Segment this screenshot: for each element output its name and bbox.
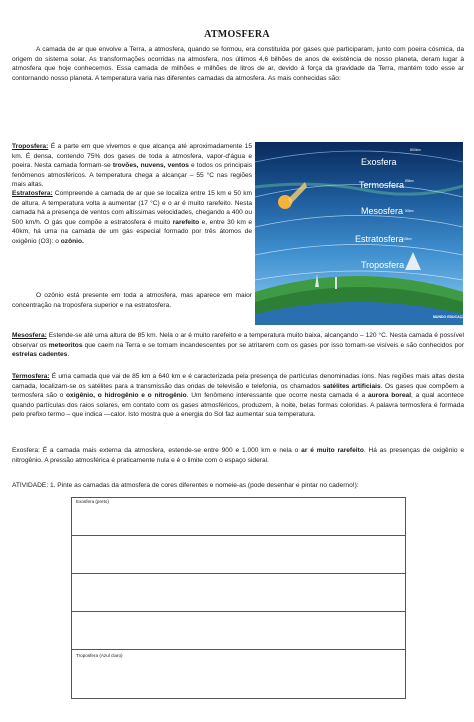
answer-grid	[71, 497, 406, 699]
exosfera-text-2: . Há as presenças de oxigênio e nitrogênio. A pressão atmosférica é praticamente nula e é o limite com o espaço sideral.	[12, 447, 464, 464]
km-label-15: 15km	[403, 237, 412, 241]
estratosfera-text-2: e, entre 30 km e 40km, há uma na camada de um gás especial formado por três átomos de oxigênio (O3): o	[12, 218, 252, 245]
troposfera-bold-1: trovões, nuvens, ventos	[112, 162, 189, 170]
page-title: ATMOSFERA	[204, 29, 270, 40]
troposfera-text-2: e todos os principais fenômenos atmosféricos. A temperatura chega a alcançar – 55 °C nas regiões mais altas.	[12, 162, 252, 189]
ozone-paragraph: O ozônio está presente em toda a atmosfera, mas aparece em maior concentração na troposfera superior e na estratosfera.	[12, 292, 252, 309]
troposfera-term: Troposfera:	[12, 143, 49, 150]
troposfera-text-1: É a parte em que vivemos e que alcança até aproximadamente 15 km. É densa, contendo 75% dos gases de toda a atmosfera, vapor-d'água e poeira. Nesta camada formam-se	[12, 143, 252, 170]
exosfera-bold-1: ar é muito rarefeito	[301, 447, 364, 454]
estratosfera-paragraph	[12, 189, 252, 247]
mesosfera-text-1: Estende-se até uma altura de 85 km. Nela o ar é muito rarefeito e a temperatura muito baixa, alcançando – 120 °C. Nesta camada é possível observar os	[12, 332, 464, 349]
mesosfera-bold-1: meteoritos	[48, 341, 83, 349]
mesosfera-text-2: que caem na Terra e se tornam incandescentes por se atritarem com os gases por isso tornam-se visíveis e são conhecidos por	[82, 341, 464, 349]
answer-box-4[interactable]	[72, 612, 405, 650]
label-mesosfera: Mesosfera	[361, 206, 404, 216]
exosfera-text-1: Exosfera: É a camada mais externa da atmosfera, estende-se entre 900 e 1.000 km e nela o	[12, 447, 302, 454]
brand-logo: MUNDO EDUCAÇÃO	[433, 315, 468, 319]
termosfera-text-4: , a qual acontece quando partículas dos raios solares, em contato com os gases atmosféricos, produzem, à noite, belas formas coloridas. A palavra termosfera é formada pelo prefixo termo – que indica —calor. Isto mostra que a energia do Sol faz aumentar sua temperatura.	[12, 392, 464, 419]
estratosfera-text-1: Compreende a camada de ar que se localiza entre 15 km e 50 km de altura. A temperatura volta a aumentar (17 °C) e o ar é muito rarefeito. Nesta camada há a presença de ventos com altíssimas velocidades, chegando a 400 ou 500 km/h. O gás que compõe a estratosfera é muito	[12, 190, 252, 226]
termosfera-text-2: . Os gases que compõem a termosfera são o	[12, 382, 464, 400]
km-label-50: 50km	[405, 209, 414, 213]
exosfera-paragraph	[12, 446, 464, 465]
atmosphere-illustration	[255, 142, 468, 325]
troposfera-paragraph	[12, 142, 252, 190]
termosfera-bold-1: satélites artificiais	[322, 382, 381, 390]
km-label-800: 800km	[410, 148, 421, 152]
termosfera-bold-3: aurora boreal	[367, 392, 412, 400]
termosfera-paragraph	[12, 372, 464, 420]
label-estratosfera: Estratosfera	[355, 234, 404, 244]
estratosfera-term: Estratosfera:	[12, 190, 53, 197]
intro-paragraph: A camada de ar que envolve a Terra, a atmosfera, quando se formou, era constituída por gases que participaram, junto com poeira cósmica, da origem do sistema solar. As transformações ocorridas na atmosfera, nos últimos 4,6 bilhões de anos de existência de nosso planeta, deram lugar à atmosfera que hoje conhecemos. Essa camada de milhões e milhões de litros de ar, devido à força da gravidade da Terra, mantém todo esse ar contornando nosso planeta. A temperatura varia nas diferentes camadas da atmosfera. As mais conhecidas são:	[12, 46, 464, 82]
answer-label-troposfera: Troposfera (Azul claro)	[76, 653, 123, 658]
km-label-85: 85km	[405, 179, 414, 183]
answer-box-troposfera[interactable]	[72, 650, 405, 698]
mesosfera-text-3: .	[67, 351, 70, 359]
mesosfera-term: Mesosfera:	[12, 332, 47, 339]
answer-label-exosfera: Exosfera (preto)	[76, 499, 109, 504]
activity-instruction: ATIVIDADE: 1. Pinte as camadas da atmosfera de cores diferentes e nomeie-as (pode desenhar e pintar no caderno!):	[12, 482, 359, 489]
mesosfera-bold-2: estrelas cadentes	[12, 351, 68, 359]
answer-box-2[interactable]	[72, 536, 405, 574]
label-exosfera: Exosfera	[361, 157, 397, 167]
termosfera-text-3: . Um fenômeno interessante que ocorre nesta camada é a	[186, 392, 368, 400]
termosfera-term: Termosfera:	[12, 373, 50, 380]
atmosphere-diagram	[255, 142, 468, 325]
label-troposfera: Troposfera	[361, 260, 405, 270]
mesosfera-paragraph	[12, 331, 464, 360]
answer-box-3[interactable]	[72, 574, 405, 612]
answer-box-exosfera[interactable]	[72, 498, 405, 536]
termosfera-text-1: É uma camada que vai de 85 km a 640 km e é caracterizada pela presença de partículas denominadas íons. Nas regiões mais altas desta camada, localizam-se os satélites para a transmissão das ondas de televisão e telefonia, os chamados	[12, 373, 464, 390]
estratosfera-bold-2: ozônio.	[60, 237, 84, 245]
termosfera-bold-2: oxigênio, o hidrogênio e o nitrogênio	[66, 392, 187, 400]
label-termosfera: Termosfera	[359, 180, 405, 190]
estratosfera-bold-1: rarefeito	[172, 218, 200, 226]
